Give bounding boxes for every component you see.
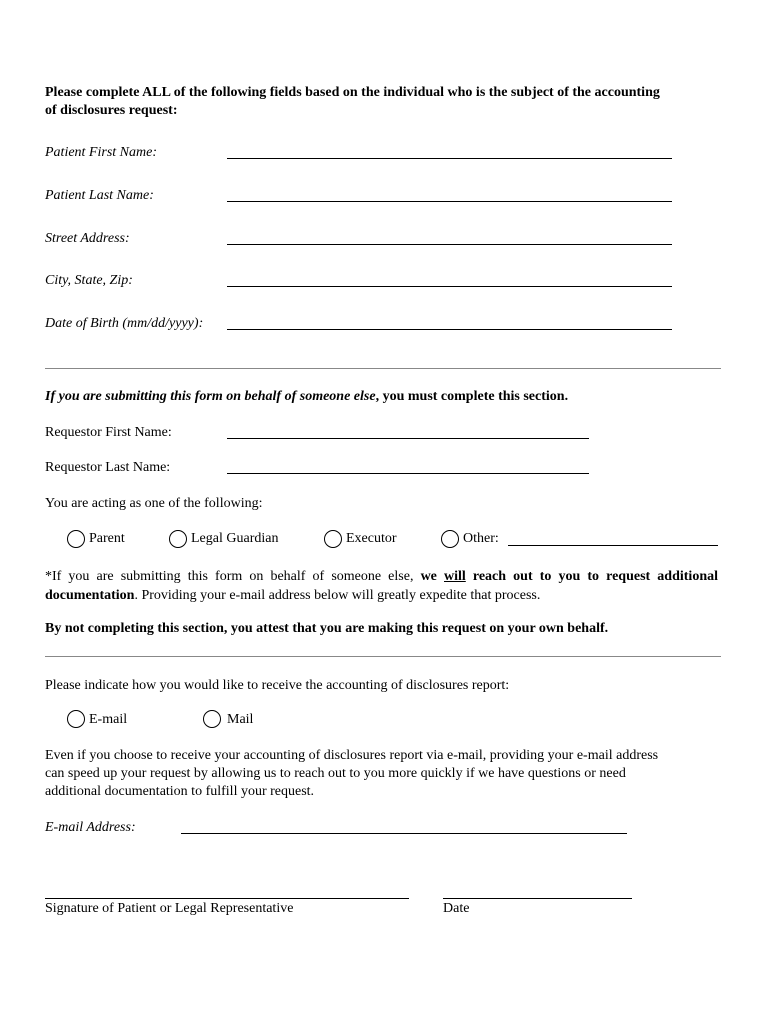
date-of-birth-field[interactable] xyxy=(227,329,672,330)
other-label: Other: xyxy=(463,531,499,546)
legal-guardian-label: Legal Guardian xyxy=(191,531,279,546)
intro-line-2: of disclosures request: xyxy=(45,103,178,118)
attest-statement: By not completing this section, you attest that you are making this request on your own behalf. xyxy=(45,621,609,636)
requestor-note-bold-1: we xyxy=(420,569,444,584)
other-field[interactable] xyxy=(508,545,718,546)
requestor-note-text-2: . Providing your e-mail address below will greatly expedite that process. xyxy=(134,588,541,603)
requestor-last-name-field[interactable] xyxy=(227,473,589,474)
delivery-note-line-3: additional documentation to fulfill your request. xyxy=(45,784,315,799)
other-radio[interactable] xyxy=(441,530,459,548)
mail-option-label: Mail xyxy=(227,712,254,727)
delivery-note-line-2: can speed up your request by allowing us to reach out to you more quickly if we have questions or need xyxy=(45,766,626,781)
requestor-note-bold-2: reach out to you to request additional documentation xyxy=(45,569,718,603)
email-address-field[interactable] xyxy=(181,833,627,834)
requestor-last-name-label: Requestor Last Name: xyxy=(45,460,171,475)
city-state-zip-field[interactable] xyxy=(227,286,672,287)
delivery-note-line-1: Even if you choose to receive your accounting of disclosures report via e-mail, providing your e-mail address xyxy=(45,748,659,763)
requestor-heading xyxy=(45,389,568,405)
intro-line-1: Please complete ALL of the following fields based on the individual who is the subject of the accounting xyxy=(45,85,660,100)
signature-label: Signature of Patient or Legal Representative xyxy=(45,901,294,916)
patient-last-name-label: Patient Last Name: xyxy=(45,188,154,203)
requestor-note-text-1: *If you are submitting this form on behalf of someone else, xyxy=(45,569,421,584)
executor-radio[interactable] xyxy=(324,530,342,548)
requestor-first-name-label: Requestor First Name: xyxy=(45,425,172,440)
date-field[interactable] xyxy=(443,898,632,899)
parent-label: Parent xyxy=(89,531,125,546)
street-address-label: Street Address: xyxy=(45,231,130,246)
patient-first-name-label: Patient First Name: xyxy=(45,145,157,160)
date-of-birth-label: Date of Birth (mm/dd/yyyy): xyxy=(45,316,204,331)
patient-last-name-field[interactable] xyxy=(227,201,672,202)
requestor-heading-italic: If you are submitting this form on behalf of someone else xyxy=(45,389,376,404)
date-label: Date xyxy=(443,901,470,916)
section-divider-1 xyxy=(45,368,721,369)
mail-radio[interactable] xyxy=(203,710,221,728)
street-address-field[interactable] xyxy=(227,244,672,245)
signature-field[interactable] xyxy=(45,898,409,899)
requestor-note-will: will xyxy=(444,569,466,584)
parent-radio[interactable] xyxy=(67,530,85,548)
executor-label: Executor xyxy=(346,531,397,546)
delivery-method-label: Please indicate how you would like to receive the accounting of disclosures report: xyxy=(45,678,510,693)
email-option-label: E-mail xyxy=(89,712,128,727)
legal-guardian-radio[interactable] xyxy=(169,530,187,548)
requestor-note xyxy=(45,567,718,605)
email-radio[interactable] xyxy=(67,710,85,728)
acting-as-label: You are acting as one of the following: xyxy=(45,496,263,511)
email-address-label: E-mail Address: xyxy=(45,820,136,835)
city-state-zip-label: City, State, Zip: xyxy=(45,273,133,288)
requestor-heading-rest: , you must complete this section. xyxy=(375,389,569,404)
patient-first-name-field[interactable] xyxy=(227,158,672,159)
section-divider-2 xyxy=(45,656,721,657)
requestor-first-name-field[interactable] xyxy=(227,438,589,439)
